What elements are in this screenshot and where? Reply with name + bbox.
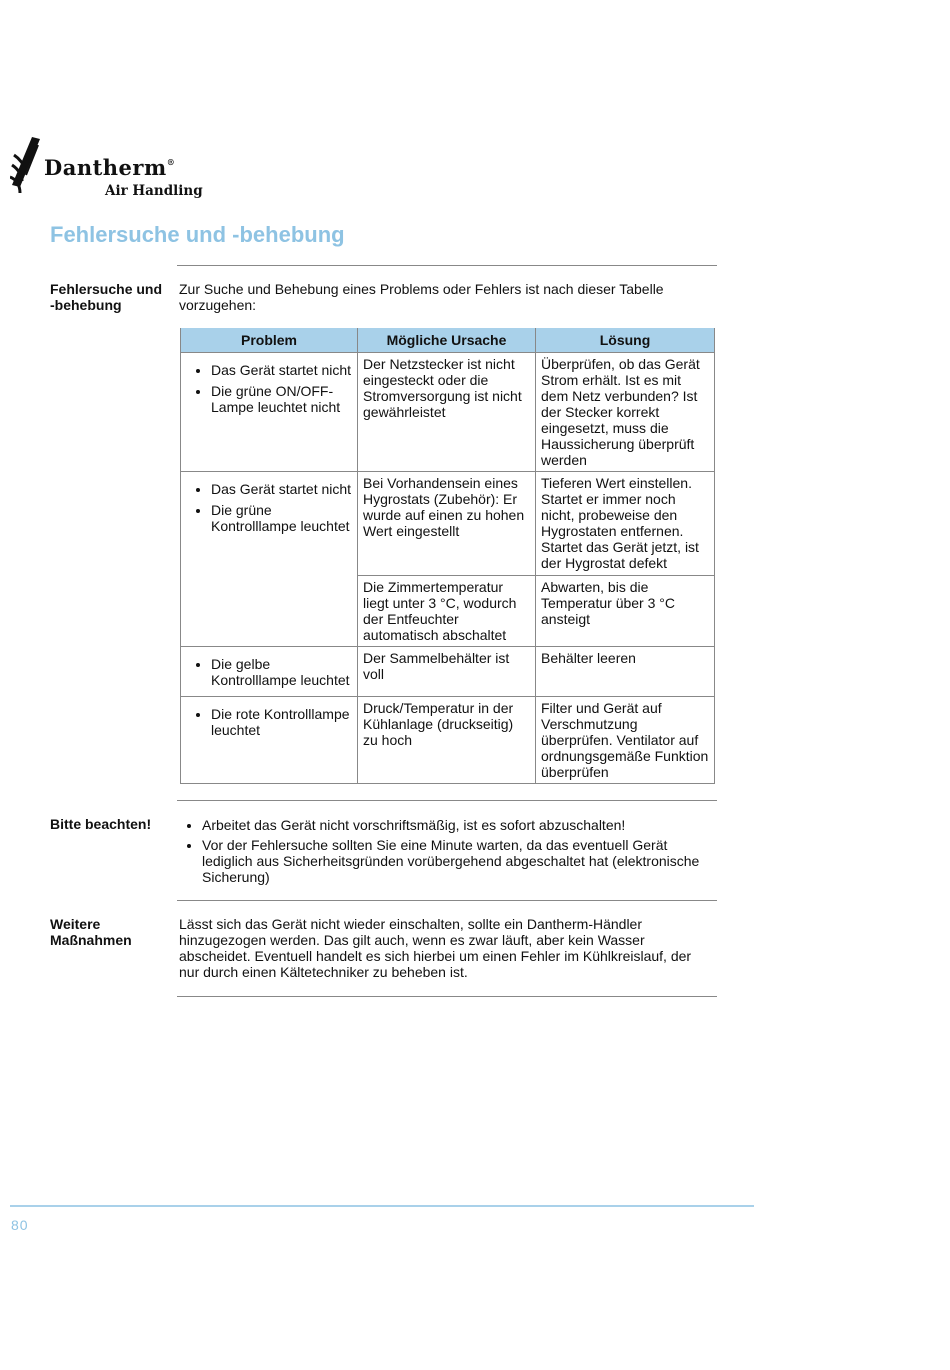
solution-cell: Abwarten, bis die Temperatur über 3 °C ansteigt (536, 576, 715, 647)
solution-cell: Überprüfen, ob das Gerät Strom erhält. Ist es mit dem Netz verbunden? Ist der Stecker korrekt eingesetzt, muss die Haussicherung überprüft werden (536, 353, 715, 472)
section-divider (177, 996, 717, 997)
problem-item: • Das Gerät startet nicht (211, 481, 352, 497)
problem-item: • Die rote Kontrolllampe leuchtet (211, 706, 352, 738)
problem-cell (181, 472, 358, 647)
problem-item: • Das Gerät startet nicht (211, 362, 352, 378)
table-row (181, 697, 715, 784)
dantherm-logo (10, 135, 220, 205)
footer-divider (10, 1205, 754, 1207)
problem-cell (181, 353, 358, 472)
problem-item: • Die grüne Kontrolllampe leuchtet (211, 502, 352, 534)
section-label-weitere-massnahmen: Weitere Maßnahmen (50, 916, 132, 948)
logo-brand: Dantherm® (44, 155, 176, 180)
further-measures-text: Lässt sich das Gerät nicht wieder einschalten, sollte ein Dantherm-Händler hinzugezogen werden. Das gilt auch, wenn es zwar läuft, aber kein Wasser abscheidet. Eventuell handelt es sich hierbei um einen Fehler im Kühlkreislauf, der nur durch einen Kältetechniker zu beheben ist. (179, 916, 692, 980)
problem-item: • Die gelbe Kontrolllampe leuchtet (211, 656, 352, 688)
cause-cell: Der Sammelbehälter ist voll (358, 647, 536, 697)
cause-cell: Der Netzstecker ist nicht eingesteckt oder die Stromversorgung ist nicht gewährleistet (358, 353, 536, 472)
page-number: 80 (11, 1217, 29, 1233)
column-header-cause: Mögliche Ursache (358, 328, 536, 353)
table-row (181, 647, 715, 697)
logo-subtitle: Air Handling (105, 183, 203, 199)
solution-cell: Filter und Gerät auf Verschmutzung überprüfen. Ventilator auf ordnungsgemäße Funktion überprüfen (536, 697, 715, 784)
section-divider (177, 265, 717, 266)
cause-cell: Die Zimmertemperatur liegt unter 3 °C, wodurch der Entfeuchter automatisch abschaltet (358, 576, 536, 647)
intro-text: Zur Suche und Behebung eines Problems oder Fehlers ist nach dieser Tabelle vorzugehen: (179, 281, 664, 313)
section-label-fehlersuche: Fehlersuche und -behebung (50, 281, 163, 313)
troubleshooting-table (180, 328, 715, 784)
solution-cell: Tieferen Wert einstellen. Startet er immer noch nicht, probeweise den Hygrostaten entfernen. Startet das Gerät jetzt, ist der Hygrostat defekt (536, 472, 715, 576)
page-title: Fehlersuche und -behebung (50, 222, 345, 247)
problem-cell (181, 697, 358, 784)
note-item: • Vor der Fehlersuche sollten Sie eine Minute warten, da das eventuell Gerät lediglich aus Sicherheitsgründen vorübergehend abgeschaltet hat (elektronische Sicherung) (202, 837, 708, 885)
problem-item: • Die grüne ON/OFF-Lampe leuchtet nicht (211, 383, 352, 415)
note-item: • Arbeitet das Gerät nicht vorschriftsmäßig, ist es sofort abzuschalten! (202, 817, 708, 833)
solution-cell: Behälter leeren (536, 647, 715, 697)
notes-list (178, 817, 708, 885)
table-row (181, 353, 715, 472)
table-row (181, 472, 715, 576)
section-label-bitte-beachten: Bitte beachten! (50, 816, 152, 832)
column-header-problem: Problem (181, 328, 358, 353)
section-divider (177, 800, 717, 801)
problem-cell (181, 647, 358, 697)
table-header-row (181, 328, 715, 353)
column-header-solution: Lösung (536, 328, 715, 353)
section-divider (177, 900, 717, 901)
cause-cell: Bei Vorhandensein eines Hygrostats (Zubehör): Er wurde auf einen zu hohen Wert eingestellt (358, 472, 536, 576)
cause-cell: Druck/Temperatur in der Kühlanlage (druckseitig) zu hoch (358, 697, 536, 784)
